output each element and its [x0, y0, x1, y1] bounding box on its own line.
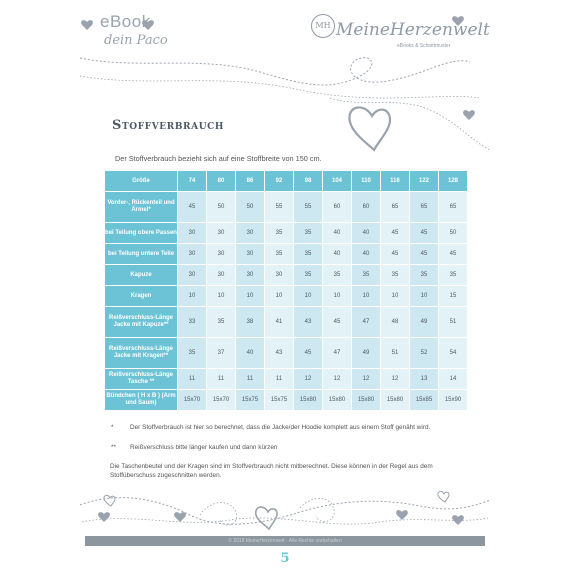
table-cell: 12 — [323, 369, 351, 389]
table-cell: 10 — [265, 286, 293, 306]
table-cell: 54 — [439, 338, 467, 368]
brand-tagline: eBooks & Schnittmuster — [397, 43, 451, 49]
table-cell: 35 — [381, 265, 409, 285]
table-cell: 12 — [381, 369, 409, 389]
table-cell: 15x90 — [439, 390, 467, 410]
table-cell: 30 — [207, 244, 235, 264]
table-cell: 47 — [352, 307, 380, 337]
table-cell: 10 — [410, 286, 438, 306]
row-label: Kragen — [105, 286, 177, 306]
footnote-text: Reißverschluss bitte länger kaufen und dann kürzen — [130, 444, 278, 451]
table-cell: 51 — [381, 338, 409, 368]
table-row — [105, 244, 467, 264]
table-cell: 15x80 — [294, 390, 322, 410]
table-cell: 43 — [265, 338, 293, 368]
table-cell: 43 — [294, 307, 322, 337]
table-cell: 35 — [294, 244, 322, 264]
size-header: 86 — [236, 171, 264, 191]
table-cell: 15x85 — [410, 390, 438, 410]
fabric-usage-table — [104, 170, 468, 411]
dashed-thread-line — [80, 58, 470, 85]
size-header: 104 — [323, 171, 351, 191]
table-cell: 65 — [410, 192, 438, 222]
table-cell: 45 — [381, 244, 409, 264]
row-label: Reißverschluss-Länge Tasche ** — [105, 369, 177, 389]
heart-icon — [81, 20, 93, 30]
footer-paragraph: Die Taschenbeutel und der Kragen sind im Stoffverbrauch nicht mitberechnet. Diese können in der Regel aus dem Stoffüberschuss zugeschnitten werden. — [110, 463, 433, 479]
size-header: 128 — [439, 171, 467, 191]
size-header: 122 — [410, 171, 438, 191]
table-cell: 40 — [323, 244, 351, 264]
table-cell: 55 — [265, 192, 293, 222]
table-cell: 30 — [265, 265, 293, 285]
brand-logo: MH — [311, 14, 335, 38]
page-number: 5 — [280, 551, 290, 566]
table-cell: 45 — [410, 223, 438, 243]
table-cell: 52 — [410, 338, 438, 368]
size-header: 74 — [178, 171, 206, 191]
dashed-thread-line — [300, 498, 334, 521]
row-label: Vorder-, Rückenteil und Ärmel* — [105, 192, 177, 222]
dashed-thread-line — [82, 518, 488, 524]
table-row — [105, 286, 467, 306]
table-cell: 49 — [352, 338, 380, 368]
heart-outline-icon — [104, 495, 115, 506]
heart-outline-icon — [256, 507, 277, 529]
heart-icon — [396, 510, 408, 520]
table-cell: 50 — [207, 192, 235, 222]
table-header-row — [105, 171, 467, 191]
table-corner-header: Größe — [105, 171, 177, 191]
table-cell: 38 — [236, 307, 264, 337]
heart-outline-icon — [349, 107, 390, 150]
table-cell: 40 — [236, 338, 264, 368]
row-label: Bündchen ( H x B ) (Arm und Saum) — [105, 390, 177, 410]
footnote-text: Der Stoffverbrauch ist hier so berechnet, dass die Jacke/der Hoodie komplett aus einem Stoff genäht wird. — [130, 424, 431, 431]
table-cell: 49 — [410, 307, 438, 337]
table-cell: 15x70 — [178, 390, 206, 410]
table-cell: 15x70 — [207, 390, 235, 410]
table-cell: 30 — [178, 265, 206, 285]
table-cell: 50 — [439, 223, 467, 243]
table-cell: 10 — [294, 286, 322, 306]
table-row — [105, 369, 467, 389]
size-header: 80 — [207, 171, 235, 191]
heart-icon — [174, 512, 186, 522]
table-row — [105, 390, 467, 410]
table-cell: 45 — [294, 338, 322, 368]
dashed-thread-line — [330, 98, 490, 150]
table-cell: 14 — [439, 369, 467, 389]
table-cell: 30 — [207, 265, 235, 285]
table-cell: 48 — [381, 307, 409, 337]
size-header: 92 — [265, 171, 293, 191]
table-cell: 10 — [323, 286, 351, 306]
table-cell: 35 — [207, 307, 235, 337]
table-row — [105, 338, 467, 368]
table-cell: 50 — [236, 192, 264, 222]
row-label: bei Teilung untere Teile — [105, 244, 177, 264]
table-cell: 45 — [381, 223, 409, 243]
table-cell: 30 — [236, 265, 264, 285]
table-cell: 11 — [178, 369, 206, 389]
table-cell: 10 — [352, 286, 380, 306]
table-cell: 30 — [236, 223, 264, 243]
heart-icon — [452, 515, 464, 525]
table-cell: 40 — [352, 244, 380, 264]
row-label: Kapuze — [105, 265, 177, 285]
brand-name: MeineHerzenwelt — [336, 20, 490, 40]
heart-icon — [98, 512, 110, 522]
table-cell: 11 — [207, 369, 235, 389]
dashed-thread-line — [80, 76, 480, 98]
table-cell: 45 — [410, 244, 438, 264]
table-cell: 35 — [294, 265, 322, 285]
table-cell: 35 — [178, 338, 206, 368]
ebook-title: eBook — [100, 12, 151, 31]
table-cell: 45 — [178, 192, 206, 222]
row-label: Reißverschluss-Länge Jacke mit Kragen** — [105, 338, 177, 368]
table-cell: 30 — [178, 223, 206, 243]
size-header: 98 — [294, 171, 322, 191]
table-cell: 41 — [265, 307, 293, 337]
dashed-thread-line — [80, 498, 490, 525]
table-cell: 30 — [178, 244, 206, 264]
table-cell: 15x75 — [236, 390, 264, 410]
ebook-subtitle: dein Paco — [104, 33, 168, 48]
table-cell: 10 — [178, 286, 206, 306]
table-cell: 65 — [439, 192, 467, 222]
row-label: Reißverschluss-Länge Jacke mit Kapuze** — [105, 307, 177, 337]
table-cell: 40 — [323, 223, 351, 243]
table-cell: 11 — [236, 369, 264, 389]
intro-text: Der Stoffverbrauch bezieht sich auf eine Stoffbreite von 150 cm. — [115, 154, 322, 163]
section-title: Stoffverbrauch — [112, 118, 225, 133]
table-cell: 15x75 — [265, 390, 293, 410]
table-cell: 35 — [410, 265, 438, 285]
footnote-mark: ** — [111, 444, 116, 451]
table-cell: 35 — [265, 244, 293, 264]
table-cell: 40 — [352, 223, 380, 243]
table-row — [105, 223, 467, 243]
heart-icon — [463, 110, 475, 120]
heart-outline-icon — [438, 491, 449, 502]
table-cell: 60 — [323, 192, 351, 222]
table-cell: 35 — [323, 265, 351, 285]
table-cell: 10 — [381, 286, 409, 306]
table-cell: 15x80 — [352, 390, 380, 410]
table-cell: 60 — [352, 192, 380, 222]
size-header: 116 — [381, 171, 409, 191]
table-cell: 10 — [236, 286, 264, 306]
table-cell: 45 — [439, 244, 467, 264]
row-label: bei Teilung obere Passen — [105, 223, 177, 243]
table-cell: 65 — [381, 192, 409, 222]
table-cell: 12 — [294, 369, 322, 389]
table-cell: 33 — [178, 307, 206, 337]
footnote-mark: * — [111, 424, 114, 431]
table-cell: 10 — [207, 286, 235, 306]
table-cell: 15x80 — [381, 390, 409, 410]
table-cell: 35 — [439, 265, 467, 285]
table-cell: 12 — [352, 369, 380, 389]
table-cell: 30 — [207, 223, 235, 243]
table-cell: 13 — [410, 369, 438, 389]
table-cell: 55 — [294, 192, 322, 222]
footer-bar-text: © 2018 MeineHerzenwelt · Alle Rechte vorbehalten — [228, 538, 342, 544]
table-row — [105, 265, 467, 285]
table-cell: 51 — [439, 307, 467, 337]
table-cell: 35 — [265, 223, 293, 243]
table-cell: 37 — [207, 338, 235, 368]
table-row — [105, 307, 467, 337]
table-cell: 15 — [439, 286, 467, 306]
size-header: 110 — [352, 171, 380, 191]
table-row — [105, 192, 467, 222]
table-cell: 30 — [236, 244, 264, 264]
table-cell: 35 — [294, 223, 322, 243]
table-cell: 11 — [265, 369, 293, 389]
table-cell: 45 — [323, 307, 351, 337]
table-cell: 15x80 — [323, 390, 351, 410]
table-cell: 47 — [323, 338, 351, 368]
table-cell: 35 — [352, 265, 380, 285]
